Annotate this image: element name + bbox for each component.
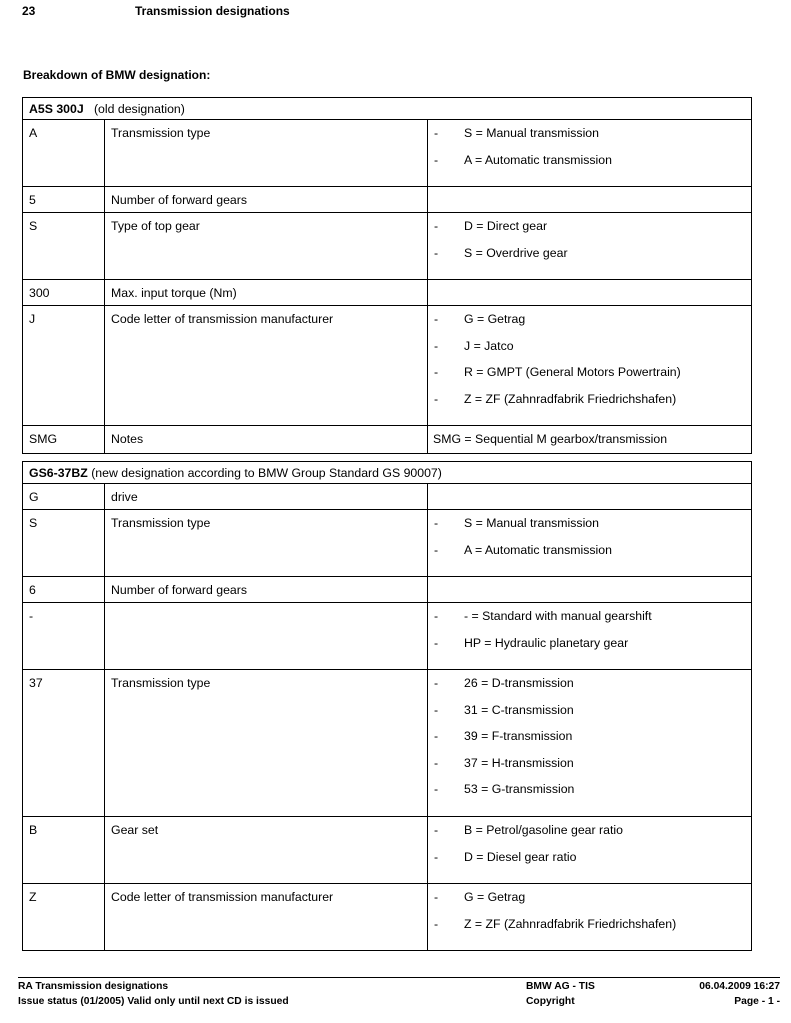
bullet-dash: - — [434, 245, 439, 260]
designation-code: GS6-37BZ — [29, 466, 88, 480]
value-list-item — [428, 823, 751, 850]
value-text: 26 = D-transmission — [464, 676, 574, 690]
value-text: J = Jatco — [464, 338, 514, 353]
table-row — [23, 426, 752, 454]
value-text: 37 = H-transmission — [464, 755, 574, 770]
code-cell: 37 — [23, 670, 105, 817]
description-cell: Type of top gear — [105, 213, 428, 280]
code-cell: A — [23, 120, 105, 187]
value-list-item — [428, 850, 751, 877]
value-list-item — [428, 126, 751, 153]
old-designation-table — [22, 97, 752, 454]
description-cell: Transmission type — [105, 670, 428, 817]
code-cell: 300 — [23, 280, 105, 306]
description-cell: Code letter of transmission manufacturer — [105, 306, 428, 426]
bullet-dash: - — [434, 890, 439, 904]
description-cell: Code letter of transmission manufacturer — [105, 884, 428, 951]
value-list-item — [428, 246, 751, 273]
value-list-item — [428, 219, 751, 246]
value-text: Z = ZF (Zahnradfabrik Friedrichshafen) — [464, 916, 677, 931]
code-cell: 5 — [23, 187, 105, 213]
code-cell: - — [23, 603, 105, 670]
value-text: HP = Hydraulic planetary gear — [464, 635, 629, 650]
footer-page-number: Page - 1 - — [734, 996, 780, 1007]
description-cell: drive — [105, 484, 428, 510]
bullet-dash: - — [434, 702, 439, 717]
values-cell — [428, 884, 752, 951]
value-list-item — [428, 153, 751, 180]
bullet-dash: - — [434, 312, 439, 326]
value-text: D = Direct gear — [464, 219, 548, 233]
value-list-item — [428, 543, 751, 570]
table-row — [23, 120, 752, 187]
value-list-item — [428, 365, 751, 392]
value-list — [428, 603, 751, 662]
value-list-item — [428, 890, 751, 917]
value-list-item — [428, 392, 751, 419]
value-text: G = Getrag — [464, 890, 526, 904]
value-list — [428, 817, 751, 876]
values-cell — [428, 603, 752, 670]
code-cell: Z — [23, 884, 105, 951]
value-text: - = Standard with manual gearshift — [464, 609, 652, 623]
description-cell: Number of forward gears — [105, 577, 428, 603]
value-list — [428, 884, 751, 943]
bullet-dash: - — [434, 152, 439, 167]
section-heading: Breakdown of BMW designation: — [23, 68, 211, 82]
value-list — [428, 213, 751, 272]
value-text: A = Automatic transmission — [464, 152, 612, 167]
value-list-item — [428, 676, 751, 703]
value-list-item — [428, 782, 751, 809]
table-row — [23, 577, 752, 603]
description-cell: Transmission type — [105, 120, 428, 187]
code-cell: G — [23, 484, 105, 510]
value-list-item — [428, 729, 751, 756]
value-text: D = Diesel gear ratio — [464, 849, 577, 864]
value-text: SMG = Sequential M gearbox/transmission — [433, 432, 668, 446]
table-row — [23, 306, 752, 426]
values-cell — [428, 484, 752, 510]
value-text: Z = ZF (Zahnradfabrik Friedrichshafen) — [464, 391, 677, 406]
value-text: S = Manual transmission — [464, 126, 599, 140]
description-cell — [105, 603, 428, 670]
values-cell — [428, 577, 752, 603]
table-row — [23, 510, 752, 577]
description-cell: Gear set — [105, 817, 428, 884]
table-row — [23, 280, 752, 306]
new-designation-table — [22, 461, 752, 951]
value-list-item — [428, 636, 751, 663]
value-text: 53 = G-transmission — [464, 782, 575, 796]
value-text: 31 = C-transmission — [464, 702, 574, 717]
footer-copyright: Copyright — [526, 996, 575, 1007]
value-list-item — [428, 703, 751, 730]
values-cell — [428, 120, 752, 187]
bullet-dash: - — [434, 823, 439, 837]
bullet-dash: - — [434, 516, 439, 530]
value-list — [428, 670, 751, 809]
footer-datetime: 06.04.2009 16:27 — [699, 981, 780, 992]
value-text: G = Getrag — [464, 312, 526, 326]
footer-publisher: BMW AG - TIS — [526, 981, 595, 992]
table-row — [23, 670, 752, 817]
code-cell: S — [23, 213, 105, 280]
table-row — [23, 884, 752, 951]
table-header-cell — [23, 462, 752, 484]
table-row — [23, 213, 752, 280]
value-text: S = Manual transmission — [464, 516, 599, 530]
value-text: R = GMPT (General Motors Powertrain) — [464, 365, 681, 379]
description-cell: Number of forward gears — [105, 187, 428, 213]
values-cell — [428, 213, 752, 280]
bullet-dash: - — [434, 635, 439, 650]
value-text: S = Overdrive gear — [464, 245, 568, 260]
code-cell: SMG — [23, 426, 105, 454]
value-text: B = Petrol/gasoline gear ratio — [464, 823, 623, 837]
bullet-dash: - — [434, 126, 439, 140]
value-list — [428, 306, 751, 418]
value-list-item — [428, 609, 751, 636]
table-row — [23, 817, 752, 884]
footer-divider — [18, 977, 780, 978]
bullet-dash: - — [434, 365, 439, 379]
value-list — [428, 120, 751, 179]
values-cell — [428, 187, 752, 213]
bullet-dash: - — [434, 609, 439, 623]
value-list-item — [428, 339, 751, 366]
value-text: 39 = F-transmission — [464, 729, 573, 743]
page-number: 23 — [22, 4, 36, 18]
designation-note: (old designation) — [93, 102, 185, 116]
code-cell: J — [23, 306, 105, 426]
values-cell — [428, 510, 752, 577]
table-row — [23, 484, 752, 510]
bullet-dash: - — [434, 391, 439, 406]
footer-doc-title: RA Transmission designations — [18, 981, 169, 992]
bullet-dash: - — [434, 782, 439, 796]
bullet-dash: - — [434, 219, 439, 233]
bullet-dash: - — [434, 338, 439, 353]
values-cell — [428, 306, 752, 426]
bullet-dash: - — [434, 755, 439, 770]
table-row — [23, 603, 752, 670]
values-cell — [428, 426, 752, 454]
value-text: A = Automatic transmission — [464, 542, 612, 557]
bullet-dash: - — [434, 916, 439, 931]
value-list-item — [428, 756, 751, 783]
description-cell: Transmission type — [105, 510, 428, 577]
table-header-row — [23, 98, 752, 120]
value-list-item — [428, 312, 751, 339]
table-header-row — [23, 462, 752, 484]
value-list — [428, 510, 751, 569]
bullet-dash: - — [434, 676, 439, 690]
values-cell — [428, 670, 752, 817]
table-header-cell — [23, 98, 752, 120]
description-cell: Max. input torque (Nm) — [105, 280, 428, 306]
values-cell — [428, 817, 752, 884]
code-cell: S — [23, 510, 105, 577]
bullet-dash: - — [434, 849, 439, 864]
footer-issue-status: Issue status (01/2005) Valid only until next CD is issued — [18, 996, 289, 1007]
designation-code: A5S 300J — [29, 102, 84, 116]
bullet-dash: - — [434, 542, 439, 557]
page-title: Transmission designations — [135, 4, 290, 18]
code-cell: B — [23, 817, 105, 884]
value-list-item — [428, 917, 751, 944]
code-cell: 6 — [23, 577, 105, 603]
description-cell: Notes — [105, 426, 428, 454]
value-list-item — [428, 516, 751, 543]
bullet-dash: - — [434, 729, 439, 743]
values-cell — [428, 280, 752, 306]
designation-note: (new designation according to BMW Group Standard GS 90007) — [91, 466, 442, 480]
table-row — [23, 187, 752, 213]
